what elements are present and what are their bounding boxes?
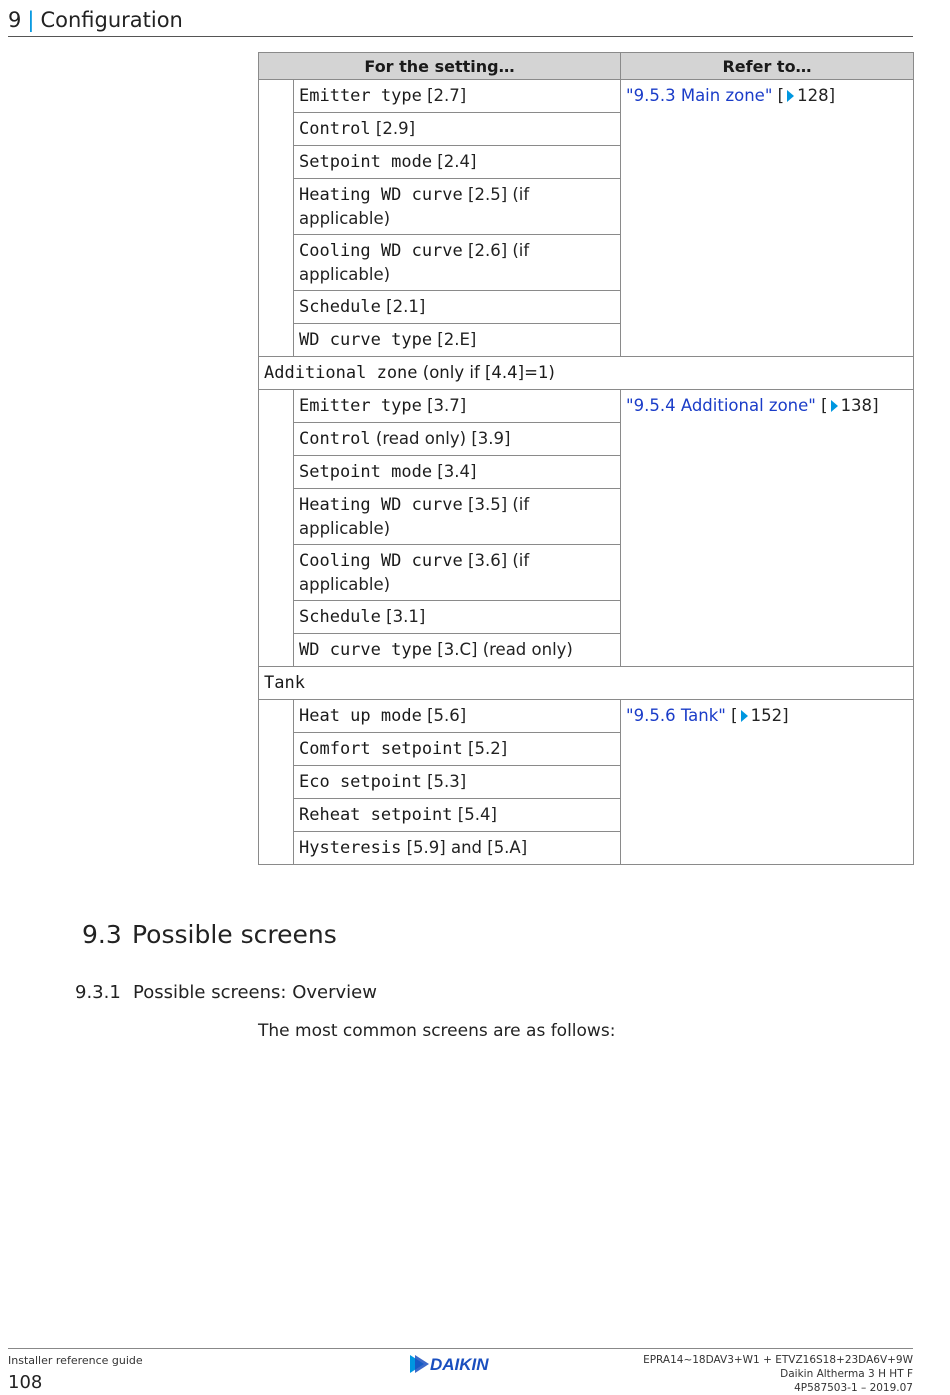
- table-body: [259, 80, 914, 865]
- setting-cell: [294, 390, 621, 423]
- setting-code: Control: [299, 429, 371, 449]
- setting-cell: [294, 324, 621, 357]
- setting-cell: [294, 456, 621, 489]
- reference-cell: [621, 390, 914, 667]
- setting-note: [5.4]: [452, 805, 497, 824]
- reference-page: 128: [797, 86, 829, 105]
- page-arrow-icon: [741, 710, 748, 722]
- footer-doc-type: Installer reference guide: [8, 1354, 143, 1367]
- setting-code: Cooling WD curve: [299, 551, 463, 571]
- footer-doc-code: 4P587503-1 – 2019.07: [794, 1382, 913, 1394]
- reference-bracket-open: [: [815, 396, 828, 415]
- setting-cell: [294, 766, 621, 799]
- indent-cell: [259, 489, 294, 545]
- setting-cell: [294, 545, 621, 601]
- page-arrow-icon: [831, 400, 838, 412]
- setting-cell: [294, 179, 621, 235]
- setting-cell: [294, 601, 621, 634]
- setting-note: [2.9]: [370, 119, 416, 138]
- setting-note: [2.E]: [432, 330, 477, 349]
- setting-code: WD curve type: [299, 330, 433, 350]
- subsection-title: Possible screens: Overview: [133, 982, 377, 1003]
- daikin-logo-text: DAIKIN: [430, 1355, 489, 1374]
- subsection-number: 9.3.1: [75, 982, 121, 1003]
- daikin-logo-mark-dark: [415, 1355, 429, 1373]
- setting-code: Schedule: [299, 607, 381, 627]
- section-heading: [82, 918, 337, 952]
- setting-code: Schedule: [299, 297, 381, 317]
- footer-divider: [8, 1348, 913, 1349]
- setting-note: [3.5] (if applicable): [299, 495, 530, 538]
- header-refer: Refer to…: [621, 53, 914, 80]
- setting-cell: [294, 832, 621, 865]
- setting-code: Comfort setpoint: [299, 739, 463, 759]
- indent-cell: [259, 832, 294, 865]
- page-number: 108: [8, 1372, 43, 1393]
- indent-cell: [259, 733, 294, 766]
- table-row: [259, 700, 914, 733]
- reference-cell: [621, 700, 914, 865]
- indent-cell: [259, 80, 294, 113]
- indent-cell: [259, 324, 294, 357]
- setting-cell: [294, 146, 621, 179]
- footer-product-name: Daikin Altherma 3 H HT F: [780, 1368, 913, 1380]
- table-row: [259, 80, 914, 113]
- indent-cell: [259, 456, 294, 489]
- indent-cell: [259, 390, 294, 423]
- group-title-cell: [259, 667, 914, 700]
- setting-note: [2.1]: [380, 297, 426, 316]
- setting-cell: [294, 799, 621, 832]
- indent-cell: [259, 235, 294, 291]
- setting-code: Emitter type: [299, 396, 422, 416]
- reference-bracket-close: ]: [828, 86, 836, 105]
- body-paragraph: The most common screens are as follows:: [258, 1021, 616, 1041]
- setting-note: [5.6]: [421, 706, 467, 725]
- setting-note: [5.3]: [421, 772, 467, 791]
- reference-cell: [621, 80, 914, 357]
- setting-note: [3.7]: [421, 396, 467, 415]
- page-header: [8, 6, 913, 37]
- indent-cell: [259, 700, 294, 733]
- setting-note: [5.2]: [462, 739, 508, 758]
- setting-code: Emitter type: [299, 86, 422, 106]
- setting-code: Heat up mode: [299, 706, 422, 726]
- section-number: 9.3: [82, 920, 122, 949]
- table-header-row: [259, 53, 914, 80]
- indent-cell: [259, 423, 294, 456]
- header-setting: For the setting…: [259, 53, 621, 80]
- subsection-heading: [75, 980, 377, 1006]
- setting-cell: [294, 291, 621, 324]
- reference-link[interactable]: "9.5.4 Additional zone": [626, 396, 816, 415]
- setting-note: [3.6] (if applicable): [299, 551, 530, 594]
- indent-cell: [259, 291, 294, 324]
- reference-bracket-open: [: [772, 86, 785, 105]
- group-title-row: [259, 667, 914, 700]
- settings-reference-table: [258, 52, 914, 865]
- reference-bracket-close: ]: [782, 706, 789, 725]
- setting-note: [2.4]: [432, 152, 477, 171]
- reference-page: 152: [750, 706, 783, 725]
- group-title-code: Tank: [264, 673, 305, 693]
- reference-bracket-close: ]: [872, 396, 879, 415]
- indent-cell: [259, 545, 294, 601]
- group-title-row: [259, 357, 914, 390]
- table-row: [259, 390, 914, 423]
- chapter-number: 9: [8, 8, 22, 32]
- setting-cell: [294, 733, 621, 766]
- setting-code: Setpoint mode: [299, 462, 433, 482]
- reference-link[interactable]: "9.5.3 Main zone": [626, 86, 773, 105]
- group-title-note: (only if [4.4]=1): [417, 363, 555, 382]
- indent-cell: [259, 146, 294, 179]
- setting-code: Eco setpoint: [299, 772, 422, 792]
- group-title-cell: [259, 357, 914, 390]
- footer-model: EPRA14~18DAV3+W1 + ETVZ16S18+23DA6V+9W: [643, 1354, 913, 1366]
- indent-cell: [259, 634, 294, 667]
- setting-cell: [294, 634, 621, 667]
- setting-cell: [294, 113, 621, 146]
- setting-cell: [294, 235, 621, 291]
- section-title: Possible screens: [132, 920, 337, 949]
- daikin-logo: [408, 1353, 513, 1375]
- setting-note: [3.1]: [380, 607, 426, 626]
- setting-code: Heating WD curve: [299, 495, 463, 515]
- footer-product-info: [643, 1353, 913, 1395]
- chapter-title: Configuration: [40, 8, 183, 32]
- setting-code: WD curve type: [299, 640, 433, 660]
- setting-note: (read only) [3.9]: [370, 429, 511, 448]
- setting-note: [2.6] (if applicable): [299, 241, 530, 284]
- reference-page: 138: [840, 396, 873, 415]
- setting-cell: [294, 489, 621, 545]
- indent-cell: [259, 179, 294, 235]
- setting-note: [5.9] and [5.A]: [401, 838, 528, 857]
- header-separator: |: [27, 8, 35, 32]
- setting-cell: [294, 80, 621, 113]
- setting-code: Cooling WD curve: [299, 241, 463, 261]
- group-title-code: Additional zone: [264, 363, 418, 383]
- setting-note: [2.5] (if applicable): [299, 185, 530, 228]
- setting-code: Reheat setpoint: [299, 805, 453, 825]
- indent-cell: [259, 113, 294, 146]
- indent-cell: [259, 601, 294, 634]
- setting-note: [3.4]: [432, 462, 477, 481]
- setting-cell: [294, 700, 621, 733]
- reference-link[interactable]: "9.5.6 Tank": [626, 706, 726, 725]
- setting-note: [3.C] (read only): [432, 640, 573, 659]
- page-arrow-icon: [787, 90, 794, 102]
- reference-bracket-open: [: [725, 706, 738, 725]
- setting-code: Heating WD curve: [299, 185, 463, 205]
- setting-code: Control: [299, 119, 371, 139]
- setting-note: [2.7]: [421, 86, 467, 105]
- indent-cell: [259, 799, 294, 832]
- setting-code: Hysteresis: [299, 838, 402, 858]
- setting-code: Setpoint mode: [299, 152, 433, 172]
- setting-cell: [294, 423, 621, 456]
- indent-cell: [259, 766, 294, 799]
